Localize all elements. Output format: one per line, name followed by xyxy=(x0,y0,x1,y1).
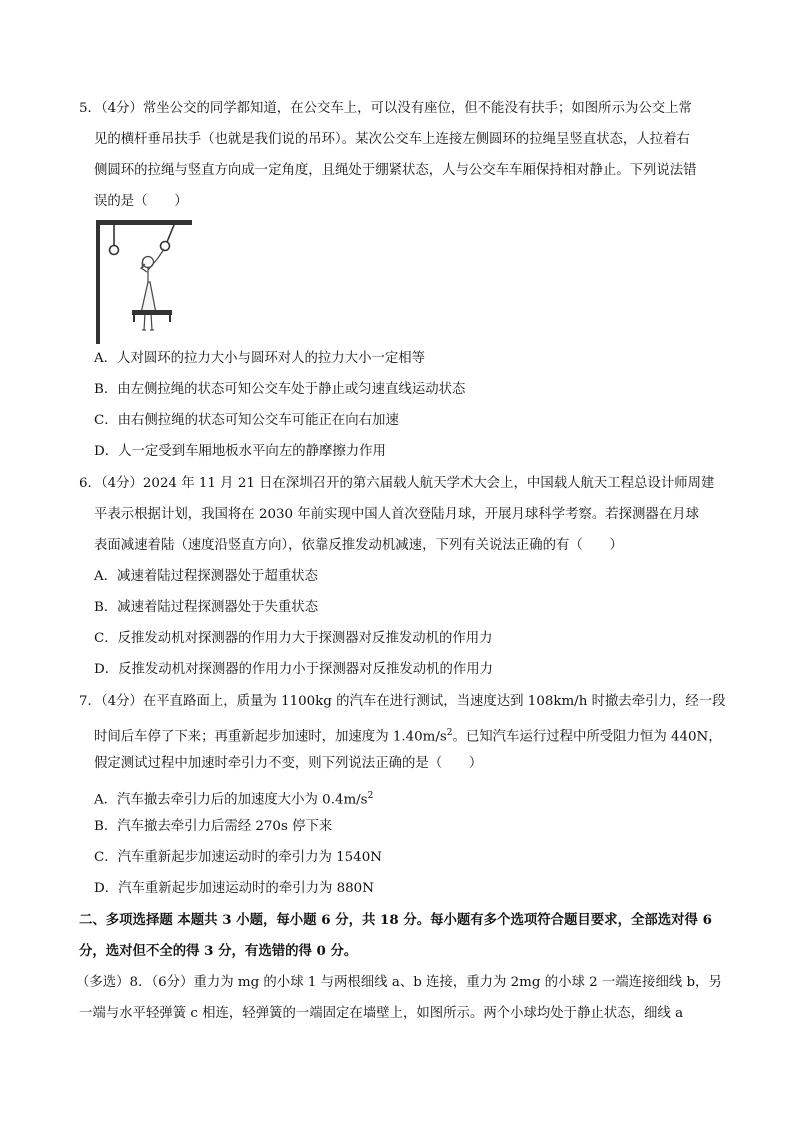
left-ring xyxy=(110,246,119,255)
q7-option-a xyxy=(94,786,373,810)
q5-option-c: C．由右侧拉绳的状态可知公交车可能正在向右加速 xyxy=(94,413,399,428)
q8-text-line-1: （多选）8．（6分）重力为 mg 的小球 1 与两根细线 a、b 连接，重力为 2mg 的小球 2 一端连接细线 b，另 xyxy=(76,975,722,990)
q6-text-line-2: 平表示根据计划，我国将在 2030 年前实现中国人首次登陆月球，开展月球科学考察。若探测器在月球 xyxy=(94,507,699,522)
section2-heading-line-2: 分，选对但不全的得 3 分，有选错的得 0 分。 xyxy=(79,943,358,959)
q8-text-line-2: 一端与水平轻弹簧 c 相连，轻弹簧的一端固定在墙壁上，如图所示。两个小球均处于静止状态，细线 a xyxy=(79,1006,684,1021)
q6-text-line-3: 表面减速着陆（速度沿竖直方向），依靠反推发动机减速，下列有关说法正确的有（ ） xyxy=(94,538,623,553)
q5-text-line-2: 见的横杆垂吊扶手（也就是我们说的吊环）。某次公交车上连接左侧圆环的拉绳呈竖直状态，人拉着右 xyxy=(94,132,690,147)
q7-option-a-superscript: 2 xyxy=(367,791,374,801)
bus-pole xyxy=(96,220,100,344)
q7-text-line-2 xyxy=(94,723,722,747)
q7-line2-part-a: 时间后车停了下来；再重新起步加速时，加速度为 1.40m/s xyxy=(94,729,447,745)
q7-option-a-text: A．汽车撤去牵引力后的加速度大小为 0.4m/s xyxy=(94,792,368,808)
q5-text-line-3: 侧圆环的拉绳与竖直方向成一定角度，且绳处于绷紧状态，人与公交车车厢保持相对静止。下列说法错 xyxy=(94,163,697,178)
seat-bar xyxy=(132,310,172,315)
q7-line2-part-b: 。已知汽车运行过程中所受阻力恒为 440N， xyxy=(452,729,722,745)
passenger-figure xyxy=(141,249,164,330)
q6-option-d: D．反推发动机对探测器的作用力小于探测器对反推发动机的作用力 xyxy=(94,662,494,677)
q7-line2-superscript: 2 xyxy=(446,728,453,738)
right-ring xyxy=(161,242,170,251)
q7-text-line-1: 7．（4分）在平直路面上，质量为 1100kg 的汽车在进行测试，当速度达到 108km/h 时撤去牵引力，经一段 xyxy=(79,694,726,709)
section2-heading-line-1: 二、多项选择题 本题共 3 小题，每小题 6 分，共 18 分。每小题有多个选项符合题目要求，全部选对得 6 xyxy=(79,912,712,928)
q5-option-b: B．由左侧拉绳的状态可知公交车处于静止或匀速直线运动状态 xyxy=(94,382,466,397)
q7-option-d: D．汽车重新起步加速运动时的牵引力为 880N xyxy=(94,881,374,896)
q6-option-a: A．减速着陆过程探测器处于超重状态 xyxy=(94,569,318,584)
q5-option-d: D．人一定受到车厢地板水平向左的静摩擦力作用 xyxy=(94,444,386,459)
q6-option-c: C．反推发动机对探测器的作用力大于探测器对反推发动机的作用力 xyxy=(94,631,493,646)
q5-text-line-4: 误的是（ ） xyxy=(94,194,188,209)
q6-option-b: B．减速着陆过程探测器处于失重状态 xyxy=(94,600,319,615)
q7-option-b: B．汽车撤去牵引力后需经 270s 停下来 xyxy=(94,819,333,834)
right-strap xyxy=(167,225,174,242)
q6-text-line-1: 6．（4分）2024 年 11 月 21 日在深圳召开的第六届载人航天学术大会上，中国载人航天工程总设计师周建 xyxy=(79,476,715,491)
q5-option-a: A．人对圆环的拉力大小与圆环对人的拉力大小一定相等 xyxy=(94,351,426,366)
q5-text-line-1: 5．（4分）常坐公交的同学都知道，在公交车上，可以没有座位，但不能没有扶手；如图所示为公交上常 xyxy=(79,101,692,116)
bus-handle-figure xyxy=(92,218,196,344)
q7-option-c: C．汽车重新起步加速运动时的牵引力为 1540N xyxy=(94,850,382,865)
q7-text-line-3: 假定测试过程中加速时牵引力不变，则下列说法正确的是（ ） xyxy=(94,756,483,771)
bus-bar xyxy=(96,220,192,225)
